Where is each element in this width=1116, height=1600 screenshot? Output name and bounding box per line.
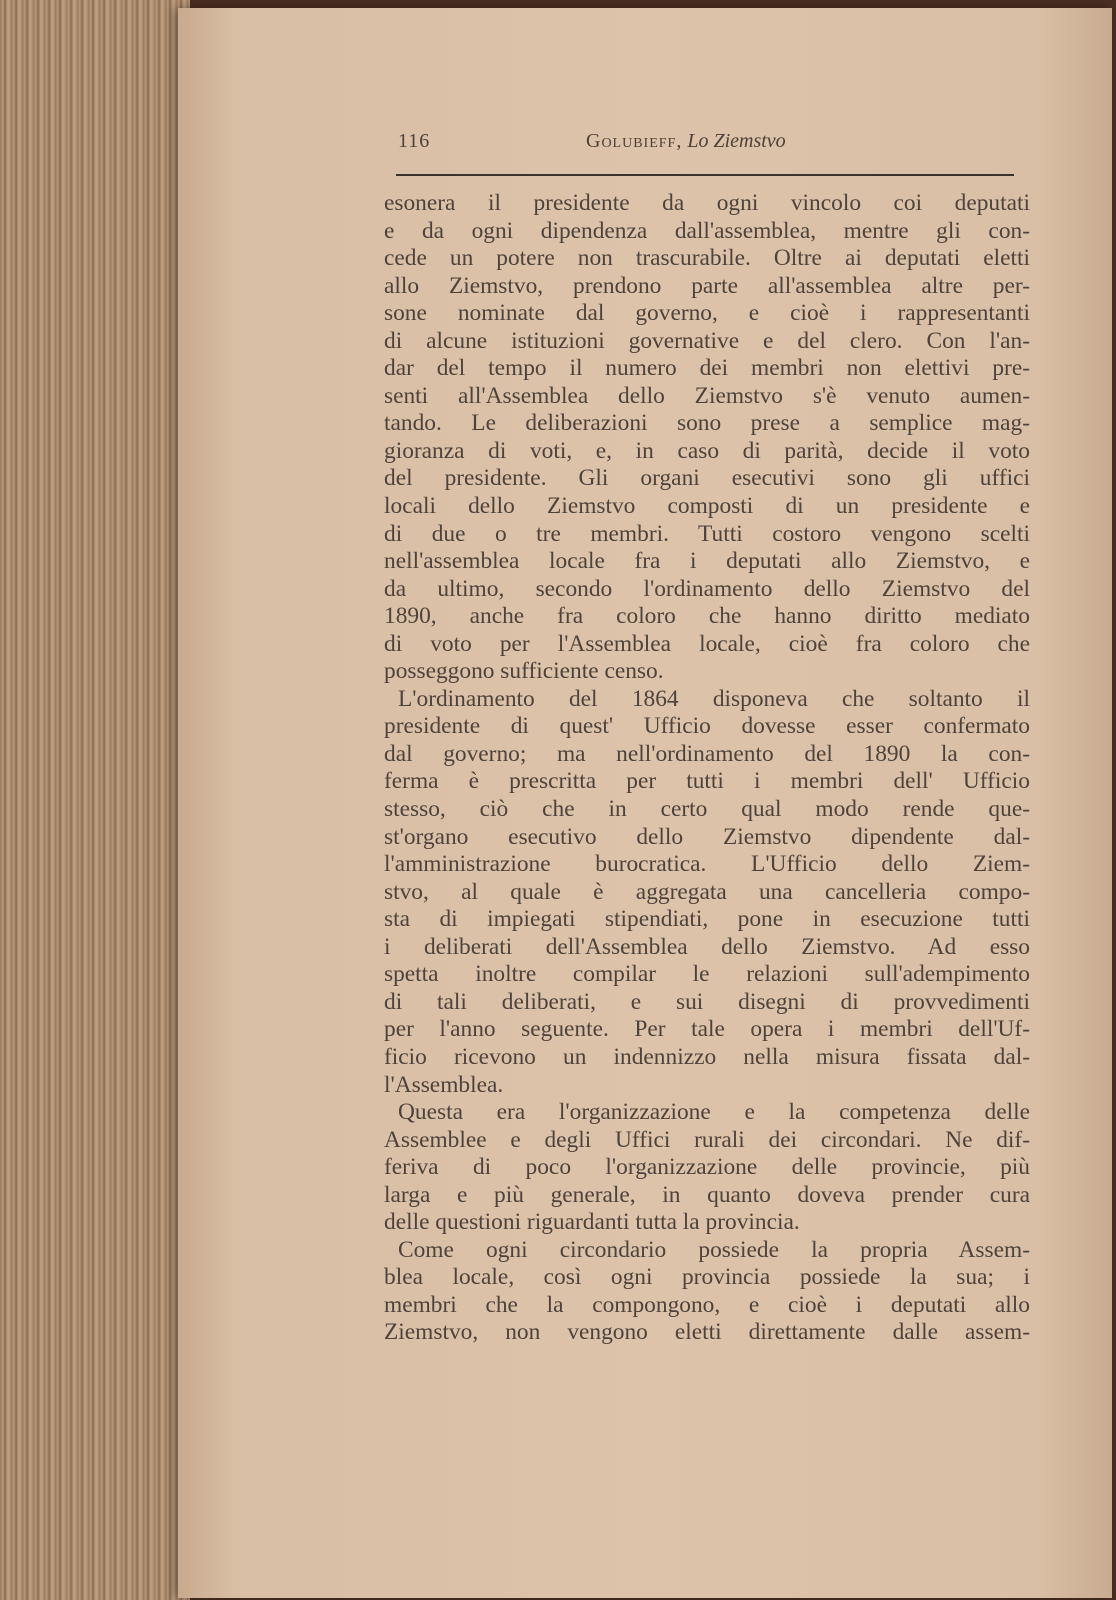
text-line: posseggono sufficiente censo. xyxy=(384,658,664,685)
text-line: allo Ziemstvo, prendono parte all'assemblea altre per- xyxy=(384,272,1030,299)
text-line: spetta inoltre compilar le relazioni sull'adempimento xyxy=(384,961,1030,988)
running-title-work: Lo Ziemstvo xyxy=(687,130,786,152)
text-line: sone nominate dal governo, e cioè i rappresentanti xyxy=(384,300,1030,327)
text-line: stesso, ciò che in certo qual modo rende que- xyxy=(384,796,1030,823)
text-line: delle questioni riguardanti tutta la provincia. xyxy=(384,1209,800,1236)
text-line: senti all'Assemblea dello Ziemstvo s'è venuto aumen- xyxy=(384,382,1030,409)
text-line: dar del tempo il numero dei membri non elettivi pre- xyxy=(384,355,1030,382)
text-line: di due o tre membri. Tutti costoro vengono scelti xyxy=(384,520,1030,547)
text-line: tando. Le deliberazioni sono prese a semplice mag- xyxy=(384,410,1030,437)
text-line: l'amministrazione burocratica. L'Ufficio dello Ziem- xyxy=(384,851,1030,878)
text-line: nell'assemblea locale fra i deputati allo Ziemstvo, e xyxy=(384,548,1030,575)
text-line: l'Assemblea. xyxy=(384,1071,504,1098)
text-line: blea locale, così ogni provincia possiede la sua; i xyxy=(384,1264,1030,1291)
text-line: Assemblee e degli Uffici rurali dei circondari. Ne dif- xyxy=(384,1126,1030,1153)
text-line: dal governo; ma nell'ordinamento del 1890 la con- xyxy=(384,740,1030,767)
text-line: del presidente. Gli organi esecutivi sono gli uffici xyxy=(384,465,1030,492)
running-title-author: Golubieff, xyxy=(586,130,683,152)
text-line: Come ogni circondario possiede la propria Assem- xyxy=(398,1236,1030,1263)
text-line: stvo, al quale è aggregata una cancelleria compo- xyxy=(384,878,1030,905)
text-line: feriva di poco l'organizzazione delle provincie, più xyxy=(384,1154,1030,1181)
text-line: da ultimo, secondo l'ordinamento dello Ziemstvo del xyxy=(384,575,1030,602)
text-line: L'ordinamento del 1864 disponeva che soltanto il xyxy=(398,685,1030,712)
header-rule xyxy=(396,174,1014,176)
text-line: e da ogni dipendenza dall'assemblea, mentre gli con- xyxy=(384,217,1030,244)
text-line: larga e più generale, in quanto doveva prender cura xyxy=(384,1181,1030,1208)
text-line: membri che la compongono, e cioè i deputati allo xyxy=(384,1291,1030,1318)
body-text xyxy=(384,190,1030,1347)
text-line: ficio ricevono un indennizzo nella misura fissata dal- xyxy=(384,1043,1030,1070)
text-line: i deliberati dell'Assemblea dello Ziemstvo. Ad esso xyxy=(384,933,1030,960)
book-page-edges xyxy=(0,0,190,1600)
running-header xyxy=(398,130,1010,162)
running-title xyxy=(586,130,786,153)
text-line: di voto per l'Assemblea locale, cioè fra coloro che xyxy=(384,630,1030,657)
text-line: Questa era l'organizzazione e la competenza delle xyxy=(398,1099,1030,1126)
text-line: gioranza di voti, e, in caso di parità, decide il voto xyxy=(384,437,1030,464)
text-line: presidente di quest' Ufficio dovesse esser confermato xyxy=(384,713,1030,740)
text-line: 1890, anche fra coloro che hanno diritto mediato xyxy=(384,603,1030,630)
text-line: st'organo esecutivo dello Ziemstvo dipendente dal- xyxy=(384,823,1030,850)
text-line: esonera il presidente da ogni vincolo coi deputati xyxy=(384,190,1030,216)
text-line: di tali deliberati, e sui disegni di provvedimenti xyxy=(384,988,1030,1015)
text-line: ferma è prescritta per tutti i membri dell' Ufficio xyxy=(384,768,1030,795)
text-line: cede un potere non trascurabile. Oltre ai deputati eletti xyxy=(384,245,1030,272)
page-number: 116 xyxy=(398,130,431,152)
text-line: locali dello Ziemstvo composti di un presidente e xyxy=(384,493,1030,520)
text-line: di alcune istituzioni governative e del clero. Con l'an- xyxy=(384,327,1030,354)
text-line: Ziemstvo, non vengono eletti direttamente dalle assem- xyxy=(384,1319,1030,1346)
text-line: per l'anno seguente. Per tale opera i membri dell'Uf- xyxy=(384,1016,1030,1043)
text-line: sta di impiegati stipendiati, pone in esecuzione tutti xyxy=(384,906,1030,933)
